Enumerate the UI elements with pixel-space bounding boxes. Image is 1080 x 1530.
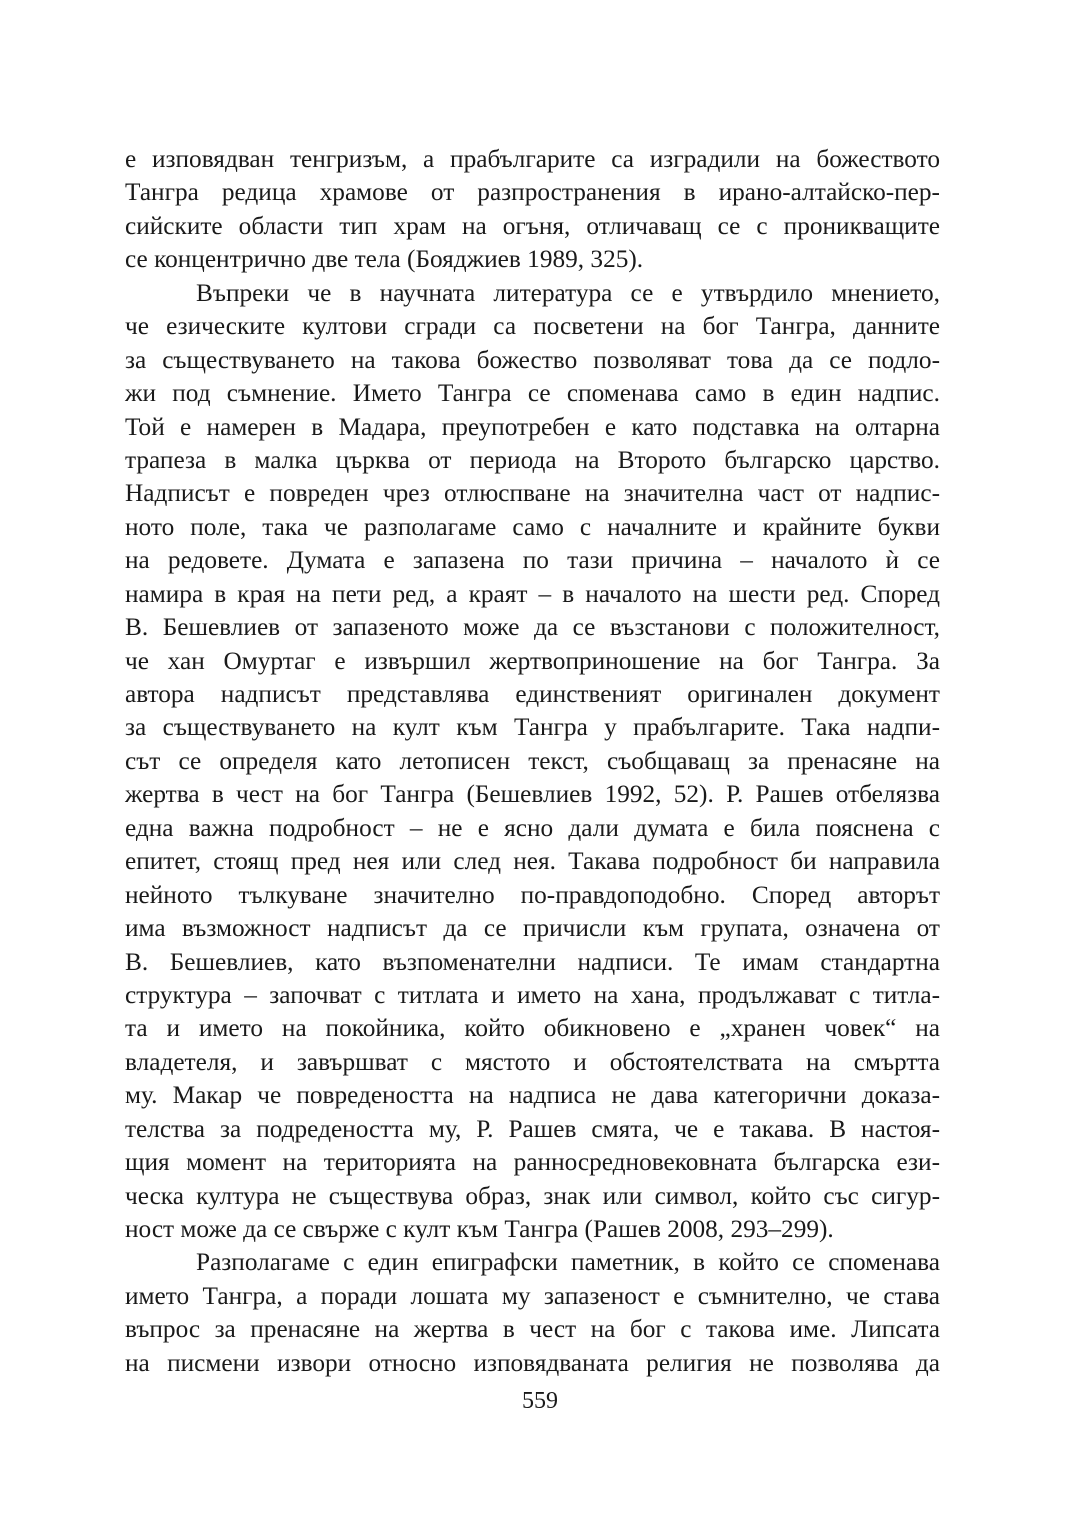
text-line: трапеза в малка църква от периода на Второто българско царство. — [125, 445, 940, 474]
text-line: въпрос за пренасяне на жертва в чест на бог с такова име. Липсата — [125, 1315, 940, 1344]
text-line: на писмени извори относно изповядваната религия не позволява да — [125, 1348, 940, 1377]
text-line: структура – започват с титлата и името на хана, продължават с титла- — [125, 980, 940, 1009]
page-body — [125, 143, 940, 1380]
page-number: 559 — [522, 1388, 558, 1414]
text-line: Надписът е повреден чрез отлюспване на значителна част от надпис- — [125, 479, 940, 508]
text-line: името Тангра, а поради лошата му запазеност е съмнително, че става — [125, 1281, 940, 1310]
text-line: сът се определя като летописен текст, съобщаващ за пренасяне на — [125, 746, 940, 775]
text-line: има възможност надписът да се причисли към групата, означена от — [125, 914, 940, 943]
text-line: една важна подробност – не е ясно дали думата е била пояснена с — [125, 813, 940, 842]
text-line: е изповядван тенгризъм, а прабългарите са изградили на божеството — [125, 145, 940, 173]
text-line: за съществуването на култ към Тангра у прабългарите. Така надпи- — [125, 713, 940, 742]
text-line: Той е намерен в Мадара, преупотребен е като подставка на олтарна — [125, 412, 940, 441]
text-line: нейното тълкуване значително по-правдоподобно. Според авторът — [125, 880, 940, 909]
text-line: Тангра редица храмове от разпространения в ирано-алтайско-пер- — [125, 178, 940, 207]
text-line: ческа култура не съществува образ, знак или символ, който със сигур- — [125, 1181, 940, 1210]
text-line: Въпреки че в научната литература се е утвърдило мнението, — [196, 278, 940, 307]
text-line: сийските области тип храм на огъня, отличаващ се с проникващите — [125, 211, 940, 240]
text-line: В. Бешевлиев от запазеното може да се възстанови с положителност, — [125, 613, 940, 642]
text-line: В. Бешевлиев, като възпоменателни надписи. Те имам стандартна — [125, 947, 940, 976]
paragraph — [125, 277, 940, 1247]
text-line: жертва в чест на бог Тангра (Бешевлиев 1992, 52). Р. Рашев отбелязва — [125, 780, 940, 809]
text-line: намира в края на пети ред, а краят – в началото на шести ред. Според — [125, 579, 940, 608]
text-line: автора надписът представлява единственият оригинален документ — [125, 680, 940, 708]
text-line: за съществуването на такова божество позволяват това да се подло- — [125, 345, 940, 374]
text-line: на редовете. Думата е запазена по тази причина – началото ѝ се — [125, 546, 940, 575]
text-line: Разполагаме с един епиграфски паметник, в който се споменава — [196, 1248, 940, 1277]
text-line: телства за подредеността му, Р. Рашев смята, че е такава. В настоя- — [125, 1114, 940, 1143]
text-line: че езическите култови сгради са посветени на бог Тангра, данните — [125, 312, 940, 341]
text-line: епитет, стоящ пред нея или след нея. Такава подробност би направила — [125, 847, 940, 876]
text-line: се концентрично две тела (Бояджиев 1989, 325). — [125, 245, 644, 274]
text-line: щия момент на територията на ранносредновековната българска ези- — [125, 1148, 940, 1177]
paragraph — [125, 143, 940, 277]
text-line: ното поле, така че разполагаме само с началните и крайните букви — [125, 512, 940, 541]
paragraph — [125, 1246, 940, 1380]
text-line: та и името на покойника, който обикновено е „хранен човек“ на — [125, 1014, 940, 1043]
text-line: му. Макар че повредеността на надписа не дава категорични доказа- — [125, 1081, 940, 1110]
text-line: жи под съмнение. Името Тангра се споменава само в един надпис. — [125, 379, 940, 408]
text-line: ност може да се свърже с култ към Тангра (Рашев 2008, 293–299). — [125, 1215, 834, 1243]
text-line: владетеля, и завършват с мястото и обстоятелствата на смъртта — [125, 1047, 940, 1076]
text-line: че хан Омуртаг е извършил жертвоприношение на бог Тангра. За — [125, 646, 940, 675]
